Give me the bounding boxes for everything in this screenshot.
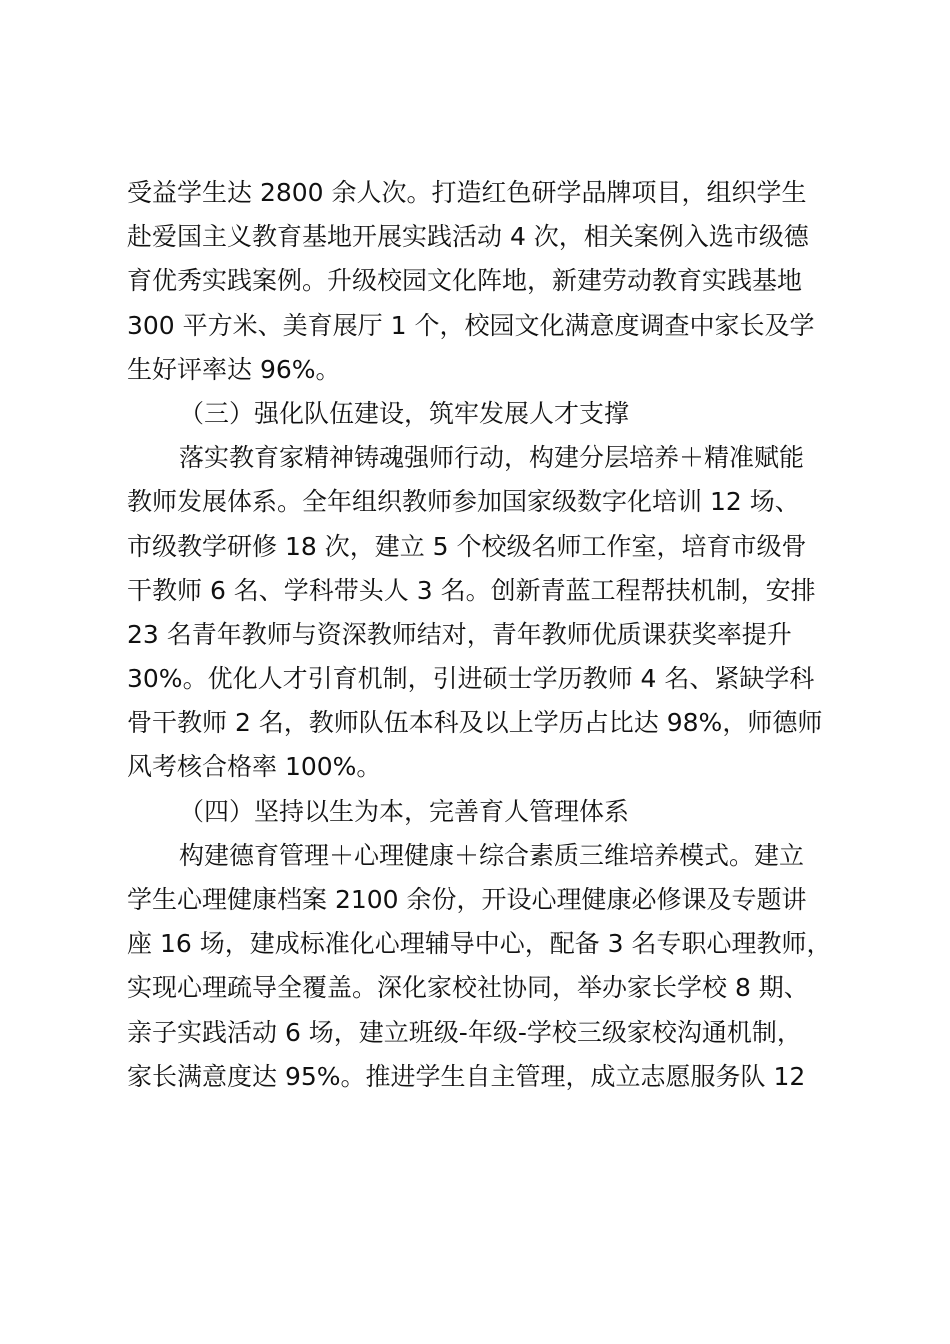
text-line: 市级教学研修 18 次，建立 5 个校级名师工作室，培育市级骨 xyxy=(127,531,807,561)
text-line: 骨干教师 2 名，教师队伍本科及以上学历占比达 98%，师德师 xyxy=(127,708,823,738)
text-line: 赴爱国主义教育基地开展实践活动 4 次，相关案例入选市级德 xyxy=(127,222,809,252)
text-line: 生好评率达 96%。 xyxy=(127,354,341,384)
text-line: 构建德育管理＋心理健康＋综合素质三维培养模式。建立 xyxy=(179,840,805,870)
section-heading: （四）坚持以生为本，完善育人管理体系 xyxy=(179,796,630,826)
section-heading: （三）强化队伍建设，筑牢发展人才支撑 xyxy=(179,398,630,428)
text-line: 受益学生达 2800 余人次。打造红色研学品牌项目，组织学生 xyxy=(127,178,807,207)
text-line: 育优秀实践案例。升级校园文化阵地，新建劳动教育实践基地 xyxy=(127,266,803,296)
text-line: 风考核合格率 100%。 xyxy=(127,752,382,782)
text-line: 实现心理疏导全覆盖。深化家校社协同，举办家长学校 8 期、 xyxy=(127,973,809,1003)
text-line: 300 平方米、美育展厅 1 个，校园文化满意度调查中家长及学 xyxy=(127,310,815,340)
text-line: 亲子实践活动 6 场，建立班级-年级-学校三级家校沟通机制， xyxy=(127,1017,802,1047)
body-text xyxy=(127,171,837,1099)
text-line: 学生心理健康档案 2100 余份，开设心理健康必修课及专题讲 xyxy=(127,885,807,914)
text-line: 23 名青年教师与资深教师结对，青年教师优质课获奖率提升 xyxy=(127,619,792,649)
text-line: 座 16 场，建成标准化心理辅导中心，配备 3 名专职心理教师， xyxy=(127,929,832,959)
text-line: 家长满意度达 95%。推进学生自主管理，成立志愿服务队 12 xyxy=(127,1061,806,1091)
text-line: 30%。优化人才引育机制，引进硕士学历教师 4 名、紧缺学科 xyxy=(127,664,815,694)
text-line: 落实教育家精神铸魂强师行动，构建分层培养＋精准赋能 xyxy=(179,443,805,473)
text-line: 教师发展体系。全年组织教师参加国家级数字化培训 12 场、 xyxy=(127,487,800,517)
text-line: 干教师 6 名、学科带头人 3 名。创新青蓝工程帮扶机制，安排 xyxy=(127,575,816,605)
